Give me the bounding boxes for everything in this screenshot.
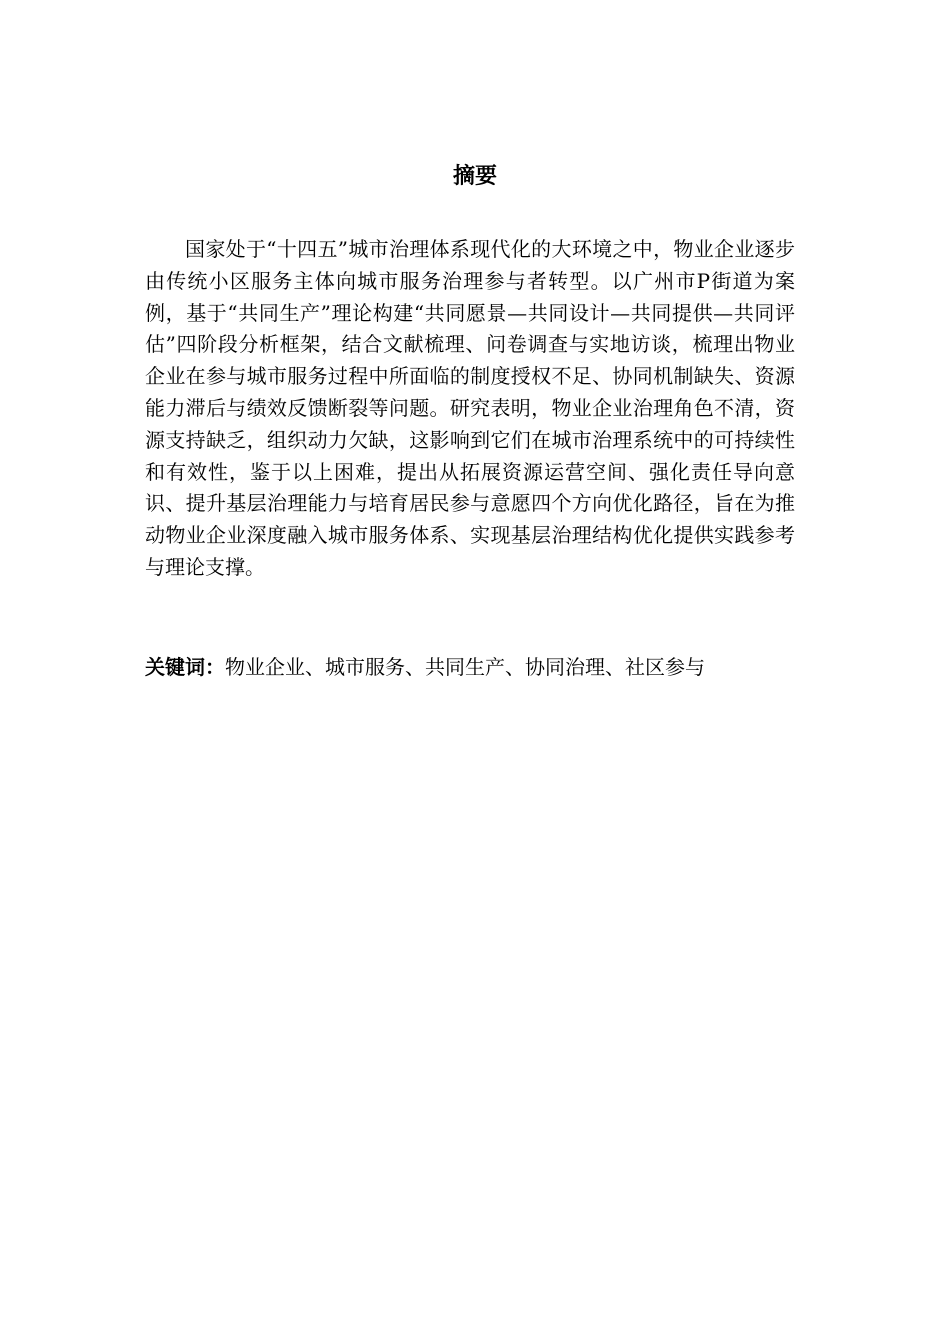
keywords-separator: ： (205, 655, 225, 679)
keywords-label: 关键词 (145, 655, 205, 679)
keywords-line (145, 652, 795, 684)
abstract-title: 摘要 (452, 164, 497, 189)
keywords-text: 物业企业、城市服务、共同生产、协同治理、社区参与 (225, 655, 705, 679)
abstract-body: 国家处于“十四五”城市治理体系现代化的大环境之中，物业企业逐步由传统小区服务主体向城市服务治理参与者转型。以广州市P街道为案例，基于“共同生产”理论构建“共同愿景—共同设计—共同提供—共同评估”四阶段分析框架，结合文献梳理、问卷调查与实地访谈，梳理出物业企业在参与城市服务过程中所面临的制度授权不足、协同机制缺失、资源能力滞后与绩效反馈断裂等问题。研究表明，物业企业治理角色不清，资源支持缺乏，组织动力欠缺，这影响到它们在城市治理系统中的可持续性和有效性，鉴于以上困难，提出从拓展资源运营空间、强化责任导向意识、提升基层治理能力与培育居民参与意愿四个方向优化路径，旨在为推动物业企业深度融入城市服务体系、实现基层治理结构优化提供实践参考与理论支撑。 (145, 237, 795, 579)
